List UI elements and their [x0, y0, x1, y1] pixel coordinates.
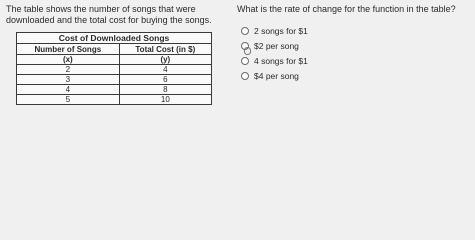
cost-table [16, 32, 212, 105]
column-variable-x: (x) [17, 55, 120, 65]
problem-intro: The table shows the number of songs that were downloaded and the total cost for buying the songs. [6, 4, 212, 25]
radio-button-icon[interactable] [241, 72, 249, 80]
cost-table-container [16, 32, 212, 105]
question-text: What is the rate of change for the function in the table? [237, 4, 456, 14]
cell-songs: 4 [17, 85, 120, 95]
table-row [17, 75, 212, 85]
answer-options [237, 23, 471, 83]
cell-cost: 6 [119, 75, 211, 85]
question-panel [237, 4, 471, 83]
cell-songs: 3 [17, 75, 120, 85]
answer-option-3[interactable] [241, 53, 471, 68]
radio-button-icon[interactable] [241, 42, 249, 50]
answer-option-4[interactable] [241, 68, 471, 83]
table-title: Cost of Downloaded Songs [17, 33, 212, 44]
cell-cost: 8 [119, 85, 211, 95]
option-label: 2 songs for $1 [254, 25, 308, 36]
option-label: 4 songs for $1 [254, 55, 308, 66]
cell-cost: 10 [119, 95, 211, 105]
radio-button-icon[interactable] [241, 57, 249, 65]
radio-button-icon[interactable] [241, 27, 249, 35]
option-label: $4 per song [254, 70, 299, 81]
cell-songs: 5 [17, 95, 120, 105]
column-header-cost: Total Cost (in $) [119, 44, 211, 55]
answer-option-1[interactable] [241, 23, 471, 38]
table-row [17, 95, 212, 105]
table-row [17, 65, 212, 75]
cell-songs: 2 [17, 65, 120, 75]
cell-cost: 4 [119, 65, 211, 75]
column-header-songs: Number of Songs [17, 44, 120, 55]
answer-option-2[interactable] [241, 38, 471, 53]
table-panel [4, 4, 229, 105]
option-label: $2 per song [254, 40, 299, 51]
table-row [17, 85, 212, 95]
column-variable-y: (y) [119, 55, 211, 65]
